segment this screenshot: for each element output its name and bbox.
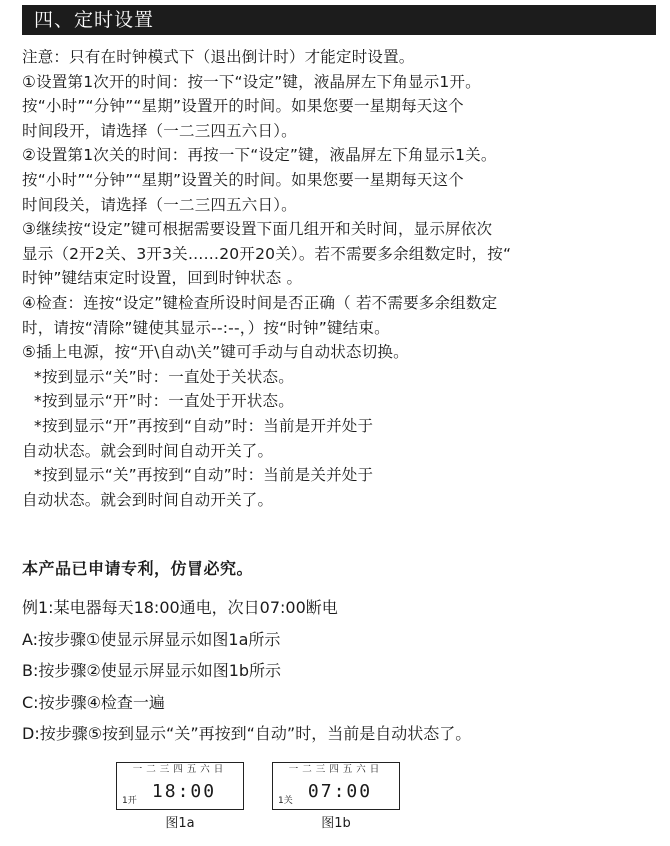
step5-bullet-on: *按到显示“开”时：一直处于开状态。 [34,392,294,411]
instructions-body [22,45,662,512]
step5-bullet-off-auto-cont: 自动状态。就会到时间自动开关了。 [22,490,274,509]
step3-line-1: ③继续按“设定”键可根据需要设置下面几组开和关时间，显示屏依次 [22,220,493,239]
step5-bullet-on-auto: *按到显示“开”再按到“自动”时：当前是开并处于 [34,416,374,435]
figure-caption-1b: 图1b [321,816,351,831]
example-step-a: A:按步骤①使显示屏显示如图1a所示 [22,629,281,649]
example-section [22,592,662,750]
step4-line-1: ④检查：连按“设定”键检查所设时间是否正确（ 若不需要多余组数定 [22,293,498,312]
lcd-time: 18:00 [151,781,217,802]
section-header [22,5,656,35]
lcd-group-indicator: 1关 [278,796,293,806]
step5-line-1: ⑤插上电源，按“开\自动\关”键可手动与自动状态切换。 [22,343,409,362]
step1-line-2: 按“小时”“分钟”“星期”设置开的时间。如果您要一星期每天这个 [22,97,464,116]
lcd-group-indicator: 1开 [122,796,137,806]
step5-bullet-on-auto-cont: 自动状态。就会到时间自动开关了。 [22,441,274,460]
step2-line-3: 时间段关，请选择（一二三四五六日）。 [22,195,297,214]
example-step-b: B:按步骤②使显示屏显示如图1b所示 [22,661,282,680]
note-line: 注意：只有在时钟模式下（退出倒计时）才能定时设置。 [22,48,415,66]
lcd-figure-1a [116,762,244,810]
example-step-d: D:按步骤⑤按到显示“关”再按到“自动”时，当前是自动状态了。 [22,724,472,743]
example-title: 例1:某电器每天18:00通电，次日07:00断电 [22,598,338,617]
example-step-c: C:按步骤④检查一遍 [22,692,165,712]
step2-line-2: 按“小时”“分钟”“星期”设置关的时间。如果您要一星期每天这个 [22,170,464,189]
step3-line-3: 时钟”键结束定时设置，回到时钟状态 。 [22,269,303,288]
lcd-figure-1b [272,762,400,810]
step2-line-1: ②设置第1次关的时间：再按一下“设定”键，液晶屏左下角显示1关。 [22,146,497,165]
step1-line-3: 时间段开，请选择（一二三四五六日）。 [22,121,297,140]
figure-caption-1a: 图1a [165,816,195,831]
lcd-time: 07:00 [307,781,373,802]
patent-notice: 本产品已申请专利，仿冒必究。 [22,559,254,578]
section-title: 四、定时设置 [34,9,155,31]
step1-line-1: ①设置第1次开的时间：按一下“设定”键，液晶屏左下角显示1开。 [22,72,481,91]
step4-line-2: 时，请按“清除”键使其显示--:--，）按“时钟”键结束。 [22,318,390,337]
step5-bullet-off: *按到显示“关”时：一直处于关状态。 [34,367,294,386]
step3-line-2: 显示（2开2关、3开3关……20开20关）。若不需要多余组数定时，按“ [22,244,512,263]
lcd-weekdays: 一二三四五六日 [132,764,228,775]
lcd-weekdays: 一二三四五六日 [288,764,384,775]
step5-bullet-off-auto: *按到显示“关”再按到“自动”时：当前是关并处于 [34,466,374,485]
